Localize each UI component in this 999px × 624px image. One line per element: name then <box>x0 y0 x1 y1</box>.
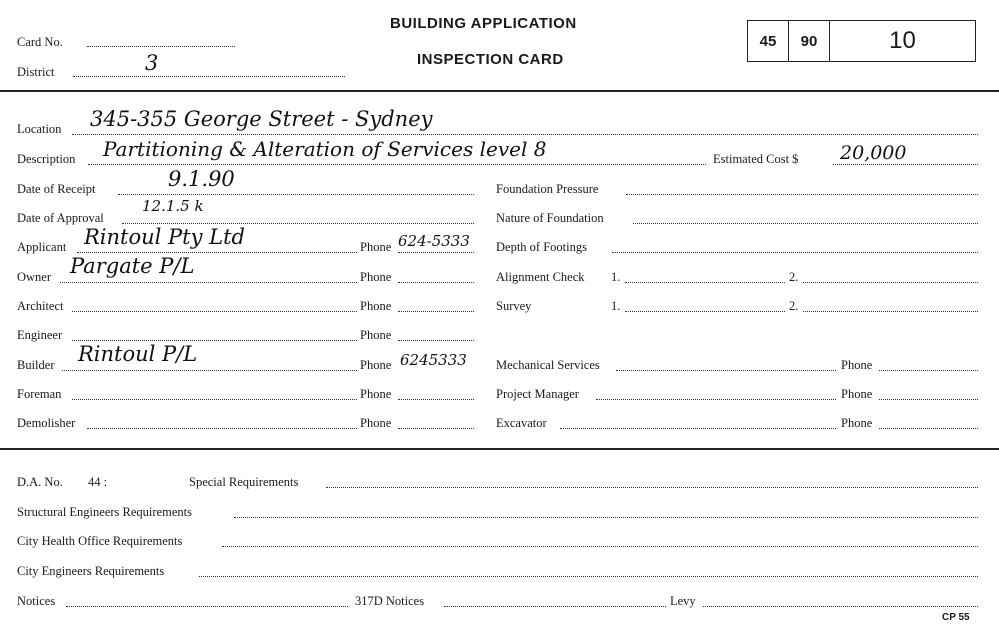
engineer-phone-label: Phone <box>360 328 392 342</box>
project-manager-phone-line[interactable] <box>879 399 978 400</box>
survey-1-label: 1. <box>611 299 621 313</box>
mechanical-phone-label: Phone <box>841 358 873 372</box>
description-line[interactable] <box>88 164 706 165</box>
project-manager-line[interactable] <box>596 399 836 400</box>
alignment-check-2-line[interactable] <box>803 282 978 283</box>
alignment-check-1-line[interactable] <box>625 282 785 283</box>
levy-line[interactable] <box>703 606 978 607</box>
excavator-phone-line[interactable] <box>879 428 978 429</box>
builder-value: Rintoul P/L <box>78 342 198 366</box>
district-line[interactable] <box>73 76 345 77</box>
builder-line[interactable] <box>62 370 357 371</box>
applicant-label: Applicant <box>17 240 67 254</box>
nature-of-foundation-label: Nature of Foundation <box>496 211 604 225</box>
date-of-receipt-line[interactable] <box>118 194 474 195</box>
excavator-label: Excavator <box>496 416 547 430</box>
engineer-phone-line[interactable] <box>398 340 474 341</box>
district-label: District <box>17 65 55 79</box>
foreman-line[interactable] <box>72 399 357 400</box>
architect-label: Architect <box>17 299 64 313</box>
alignment-check-label: Alignment Check <box>496 270 585 284</box>
foundation-pressure-label: Foundation Pressure <box>496 182 599 196</box>
location-label: Location <box>17 122 62 136</box>
excavator-line[interactable] <box>560 428 836 429</box>
foreman-label: Foreman <box>17 387 62 401</box>
special-requirements-line[interactable] <box>326 487 978 488</box>
district-value: 3 <box>145 51 159 75</box>
mechanical-phone-line[interactable] <box>879 370 978 371</box>
mechanical-services-line[interactable] <box>616 370 836 371</box>
depth-of-footings-label: Depth of Footings <box>496 240 587 254</box>
form-code: CP 55 <box>942 612 970 623</box>
survey-label: Survey <box>496 299 532 313</box>
builder-phone-value: 6245333 <box>400 351 467 369</box>
section-divider-bottom <box>0 448 999 450</box>
alignment-check-2-label: 2. <box>789 270 799 284</box>
city-engineers-line[interactable] <box>199 576 978 577</box>
city-health-label: City Health Office Requirements <box>17 534 183 548</box>
applicant-value: Rintoul Pty Ltd <box>84 225 245 249</box>
owner-value: Pargate P/L <box>70 254 195 278</box>
owner-phone-line[interactable] <box>398 282 474 283</box>
location-value: 345-355 George Street - Sydney <box>90 107 433 131</box>
engineer-label: Engineer <box>17 328 63 342</box>
applicant-phone-label: Phone <box>360 240 392 254</box>
card-number-part-2: 90 <box>789 21 830 61</box>
nature-of-foundation-line[interactable] <box>633 223 978 224</box>
levy-label: Levy <box>670 594 696 608</box>
description-label: Description <box>17 152 76 166</box>
card-number-part-1: 45 <box>748 21 789 61</box>
notices-label: Notices <box>17 594 56 608</box>
project-manager-label: Project Manager <box>496 387 579 401</box>
date-of-approval-label: Date of Approval <box>17 211 104 225</box>
card-number-part-3: 10 <box>889 27 916 54</box>
demolisher-phone-line[interactable] <box>398 428 474 429</box>
da-no-value: 44 : <box>88 475 108 489</box>
special-requirements-label: Special Requirements <box>189 475 299 489</box>
owner-label: Owner <box>17 270 52 284</box>
applicant-line[interactable] <box>77 252 357 253</box>
architect-phone-line[interactable] <box>398 311 474 312</box>
section-divider-top <box>0 90 999 92</box>
form-title-line2: INSPECTION CARD <box>417 51 564 68</box>
applicant-phone-line[interactable] <box>398 252 474 253</box>
estimated-cost-value: 20,000 <box>840 142 907 164</box>
engineer-line[interactable] <box>72 340 357 341</box>
survey-2-label: 2. <box>789 299 799 313</box>
notices-317d-line[interactable] <box>444 606 666 607</box>
estimated-cost-label: Estimated Cost $ <box>713 152 799 166</box>
applicant-phone-value: 624-5333 <box>398 232 470 250</box>
date-of-receipt-value: 9.1.90 <box>168 167 235 191</box>
architect-phone-label: Phone <box>360 299 392 313</box>
project-manager-phone-label: Phone <box>841 387 873 401</box>
date-of-receipt-label: Date of Receipt <box>17 182 96 196</box>
city-health-line[interactable] <box>222 546 978 547</box>
card-no-line[interactable] <box>87 46 235 47</box>
builder-phone-label: Phone <box>360 358 392 372</box>
foreman-phone-line[interactable] <box>398 399 474 400</box>
card-no-label: Card No. <box>17 35 63 49</box>
foreman-phone-label: Phone <box>360 387 392 401</box>
description-value: Partitioning & Alteration of Services level 8 <box>103 137 547 161</box>
foundation-pressure-line[interactable] <box>626 194 978 195</box>
estimated-cost-line[interactable] <box>833 164 978 165</box>
structural-engineers-label: Structural Engineers Requirements <box>17 505 192 519</box>
demolisher-line[interactable] <box>87 428 357 429</box>
depth-of-footings-line[interactable] <box>612 252 978 253</box>
owner-line[interactable] <box>60 282 357 283</box>
notices-317d-label: 317D Notices <box>355 594 425 608</box>
survey-2-line[interactable] <box>803 311 978 312</box>
mechanical-services-label: Mechanical Services <box>496 358 600 372</box>
demolisher-phone-label: Phone <box>360 416 392 430</box>
city-engineers-label: City Engineers Requirements <box>17 564 165 578</box>
demolisher-label: Demolisher <box>17 416 76 430</box>
structural-engineers-line[interactable] <box>234 517 978 518</box>
builder-label: Builder <box>17 358 55 372</box>
architect-line[interactable] <box>72 311 357 312</box>
notices-line[interactable] <box>66 606 348 607</box>
location-line[interactable] <box>72 134 978 135</box>
survey-1-line[interactable] <box>625 311 785 312</box>
date-of-approval-value: 12.1.5 k <box>142 197 204 215</box>
date-of-approval-line[interactable] <box>122 223 474 224</box>
form-title-line1: BUILDING APPLICATION <box>390 15 577 32</box>
da-no-label: D.A. No. <box>17 475 63 489</box>
excavator-phone-label: Phone <box>841 416 873 430</box>
card-number-box <box>747 20 976 62</box>
alignment-check-1-label: 1. <box>611 270 621 284</box>
owner-phone-label: Phone <box>360 270 392 284</box>
